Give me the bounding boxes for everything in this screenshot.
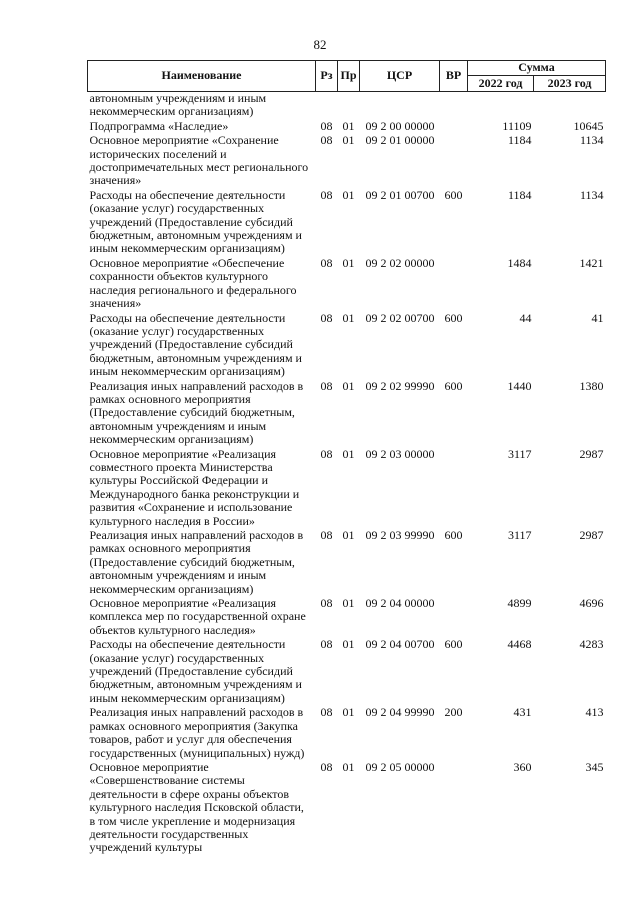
- row-pr-cell: 01: [342, 637, 355, 652]
- row-name-cell: Основное мероприятие «Реализация комплекса мер по государственной охране объектов культурного наследия»: [89, 596, 306, 637]
- table-row: [88, 529, 606, 597]
- row-rz-cell: 08: [320, 378, 333, 393]
- row-sum-2023-cell: 4283: [579, 637, 604, 652]
- row-sum-2023-cell: 413: [585, 705, 604, 720]
- table-row: [88, 638, 606, 706]
- table-body: [88, 92, 606, 856]
- row-csr-cell: 09 2 00 00000: [365, 118, 435, 133]
- row-vr-cell: [440, 597, 468, 638]
- row-pr-cell: 01: [342, 596, 355, 611]
- row-csr-cell: 09 2 04 99990: [365, 705, 435, 720]
- row-name-cell: Расходы на обеспечение деятельности (оказание услуг) государственных учреждений (Предоставление субсидий бюджетным, автономным учреждениям и иным некоммерческим организациям): [89, 187, 302, 256]
- table-row: [88, 706, 606, 761]
- row-rz-cell: 08: [320, 637, 333, 652]
- row-vr-cell: 600: [444, 310, 463, 325]
- row-name-cell: Реализация иных направлений расходов в рамках основного мероприятия (Предоставление субсидий бюджетным, автономным учреждениям и иным некоммерческим организациям): [89, 528, 304, 596]
- row-rz-cell: 08: [320, 759, 333, 774]
- row-vr-cell: [440, 448, 468, 529]
- table-row: [88, 189, 606, 257]
- header-year-2023: 2023 год: [534, 76, 606, 92]
- header-sum: Сумма: [468, 61, 606, 76]
- row-vr-cell: 600: [444, 637, 463, 652]
- row-name-cell: Подпрограмма «Наследие»: [89, 118, 229, 133]
- row-pr-cell: 01: [342, 118, 355, 133]
- row-sum-2023-cell: 1134: [579, 133, 604, 148]
- row-vr-cell: [440, 134, 468, 189]
- row-pr-cell: 01: [342, 187, 355, 202]
- row-rz-cell: 08: [320, 118, 333, 133]
- row-csr-cell: 09 2 04 00700: [365, 637, 435, 652]
- row-vr-cell: 600: [444, 528, 463, 542]
- row-pr-cell: 01: [342, 255, 355, 270]
- row-csr-cell: 09 2 02 00700: [365, 310, 435, 325]
- row-name-cell: Основное мероприятие «Сохранение исторических поселений и достопримечательных мест регионального значения»: [89, 133, 309, 188]
- row-pr-cell: 01: [342, 759, 355, 774]
- table-row: [88, 257, 606, 312]
- row-vr-cell: [440, 761, 468, 856]
- row-sum-2022-cell: 4468: [507, 637, 532, 652]
- row-sum-2023-cell: 1380: [579, 378, 604, 393]
- row-csr-cell: 09 2 02 99990: [365, 378, 435, 393]
- row-sum-2023-cell: 4696: [579, 596, 604, 611]
- table-row: [88, 761, 606, 856]
- budget-table-container: [87, 60, 605, 856]
- row-sum-2023-cell: [534, 92, 606, 120]
- table-row: [88, 120, 606, 134]
- row-vr-cell: [440, 257, 468, 312]
- row-csr-cell: 09 2 03 00000: [365, 446, 435, 461]
- table-row: [88, 597, 606, 638]
- row-pr-cell: [338, 92, 360, 120]
- row-name-cell: Реализация иных направлений расходов в рамках основного мероприятия (Предоставление субсидий бюджетным, автономным учреждениям и иным некоммерческим организациям): [89, 378, 304, 447]
- row-pr-cell: 01: [342, 446, 355, 461]
- row-vr-cell: 200: [444, 705, 463, 720]
- header-name: Наименование: [88, 61, 316, 92]
- header-csr: ЦСР: [360, 61, 440, 92]
- row-pr-cell: 01: [342, 378, 355, 393]
- row-sum-2022-cell: 4899: [507, 596, 532, 611]
- row-sum-2022-cell: 1484: [507, 255, 532, 270]
- row-pr-cell: 01: [342, 705, 355, 720]
- row-pr-cell: 01: [342, 133, 355, 148]
- table-row: [88, 92, 606, 120]
- table-row: [88, 134, 606, 189]
- row-sum-2022-cell: 44: [519, 310, 532, 325]
- row-sum-2023-cell: 10645: [573, 118, 604, 133]
- row-sum-2023-cell: 1134: [579, 187, 604, 202]
- row-name-cell: Основное мероприятие «Совершенствование системы деятельности в сфере охраны объектов культурного наследия Псковской области, в том числе укрепление и модернизация деятельности государственных учреждений культуры: [89, 759, 304, 855]
- page-number: 82: [313, 37, 327, 52]
- row-csr-cell: 09 2 02 00000: [365, 255, 435, 270]
- row-rz-cell: 08: [320, 187, 333, 202]
- row-vr-cell: 600: [444, 378, 463, 393]
- row-sum-2023-cell: 1421: [579, 255, 604, 270]
- header-vr: ВР: [440, 61, 468, 92]
- row-rz-cell: 08: [320, 310, 333, 325]
- row-rz-cell: 08: [320, 133, 333, 148]
- row-sum-2023-cell: 345: [585, 759, 604, 774]
- table-row: [88, 448, 606, 529]
- row-sum-2022-cell: 1184: [507, 187, 532, 202]
- row-vr-cell: [440, 92, 468, 120]
- row-csr-cell: 09 2 01 00700: [365, 187, 435, 202]
- row-rz-cell: [316, 92, 338, 120]
- row-name-cell: Расходы на обеспечение деятельности (оказание услуг) государственных учреждений (Предоставление субсидий бюджетным, автономным учреждениям и иным некоммерческим организациям): [89, 637, 302, 705]
- row-sum-2022-cell: 11109: [502, 118, 532, 133]
- row-csr-cell: 09 2 05 00000: [365, 759, 435, 774]
- row-sum-2022-cell: 1440: [507, 378, 532, 393]
- row-sum-2023-cell: 2987: [579, 446, 604, 461]
- header-pr: Пр: [338, 61, 360, 92]
- row-name-cell: автономным учреждениям и иным некоммерческим организациям): [89, 91, 267, 119]
- row-name-cell: Основное мероприятие «Обеспечение сохранности объектов культурного наследия регионального и федерального значения»: [89, 255, 297, 311]
- row-csr-cell: 09 2 01 00000: [365, 133, 435, 148]
- row-rz-cell: 08: [320, 446, 333, 461]
- row-sum-2022-cell: 3117: [507, 528, 532, 542]
- row-pr-cell: 01: [342, 310, 355, 325]
- row-vr-cell: [440, 120, 468, 134]
- row-sum-2022-cell: 1184: [507, 133, 532, 148]
- row-csr-cell: [360, 92, 440, 120]
- header-rz: Рз: [316, 61, 338, 92]
- row-sum-2023-cell: 2987: [579, 528, 604, 542]
- row-rz-cell: 08: [320, 596, 333, 611]
- row-sum-2022-cell: 431: [513, 705, 532, 720]
- row-csr-cell: 09 2 04 00000: [365, 596, 435, 611]
- row-pr-cell: 01: [342, 528, 355, 542]
- budget-table: [87, 60, 606, 856]
- row-sum-2022-cell: [468, 92, 534, 120]
- row-rz-cell: 08: [320, 255, 333, 270]
- row-csr-cell: 09 2 03 99990: [365, 528, 435, 542]
- row-sum-2022-cell: 3117: [507, 446, 532, 461]
- row-name-cell: Расходы на обеспечение деятельности (оказание услуг) государственных учреждений (Предоставление субсидий бюджетным, автономным учреждениям и иным некоммерческим организациям): [89, 310, 302, 379]
- table-row: [88, 380, 606, 448]
- row-rz-cell: 08: [320, 528, 333, 542]
- table-header: [88, 61, 606, 92]
- table-row: [88, 312, 606, 380]
- row-sum-2023-cell: 41: [591, 310, 604, 325]
- row-name-cell: Основное мероприятие «Реализация совместного проекта Министерства культуры Российской Федерации и Международного банка реконструкции и развития «Сохранение и использование культурного наследия в России»: [89, 446, 300, 528]
- row-name-cell: Реализация иных направлений расходов в рамках основного мероприятия (Закупка товаров, работ и услуг для обеспечения государственных (муниципальных) нужд): [89, 705, 305, 760]
- row-sum-2022-cell: 360: [513, 759, 532, 774]
- row-rz-cell: 08: [320, 705, 333, 720]
- row-vr-cell: 600: [444, 187, 463, 202]
- header-year-2022: 2022 год: [468, 76, 534, 92]
